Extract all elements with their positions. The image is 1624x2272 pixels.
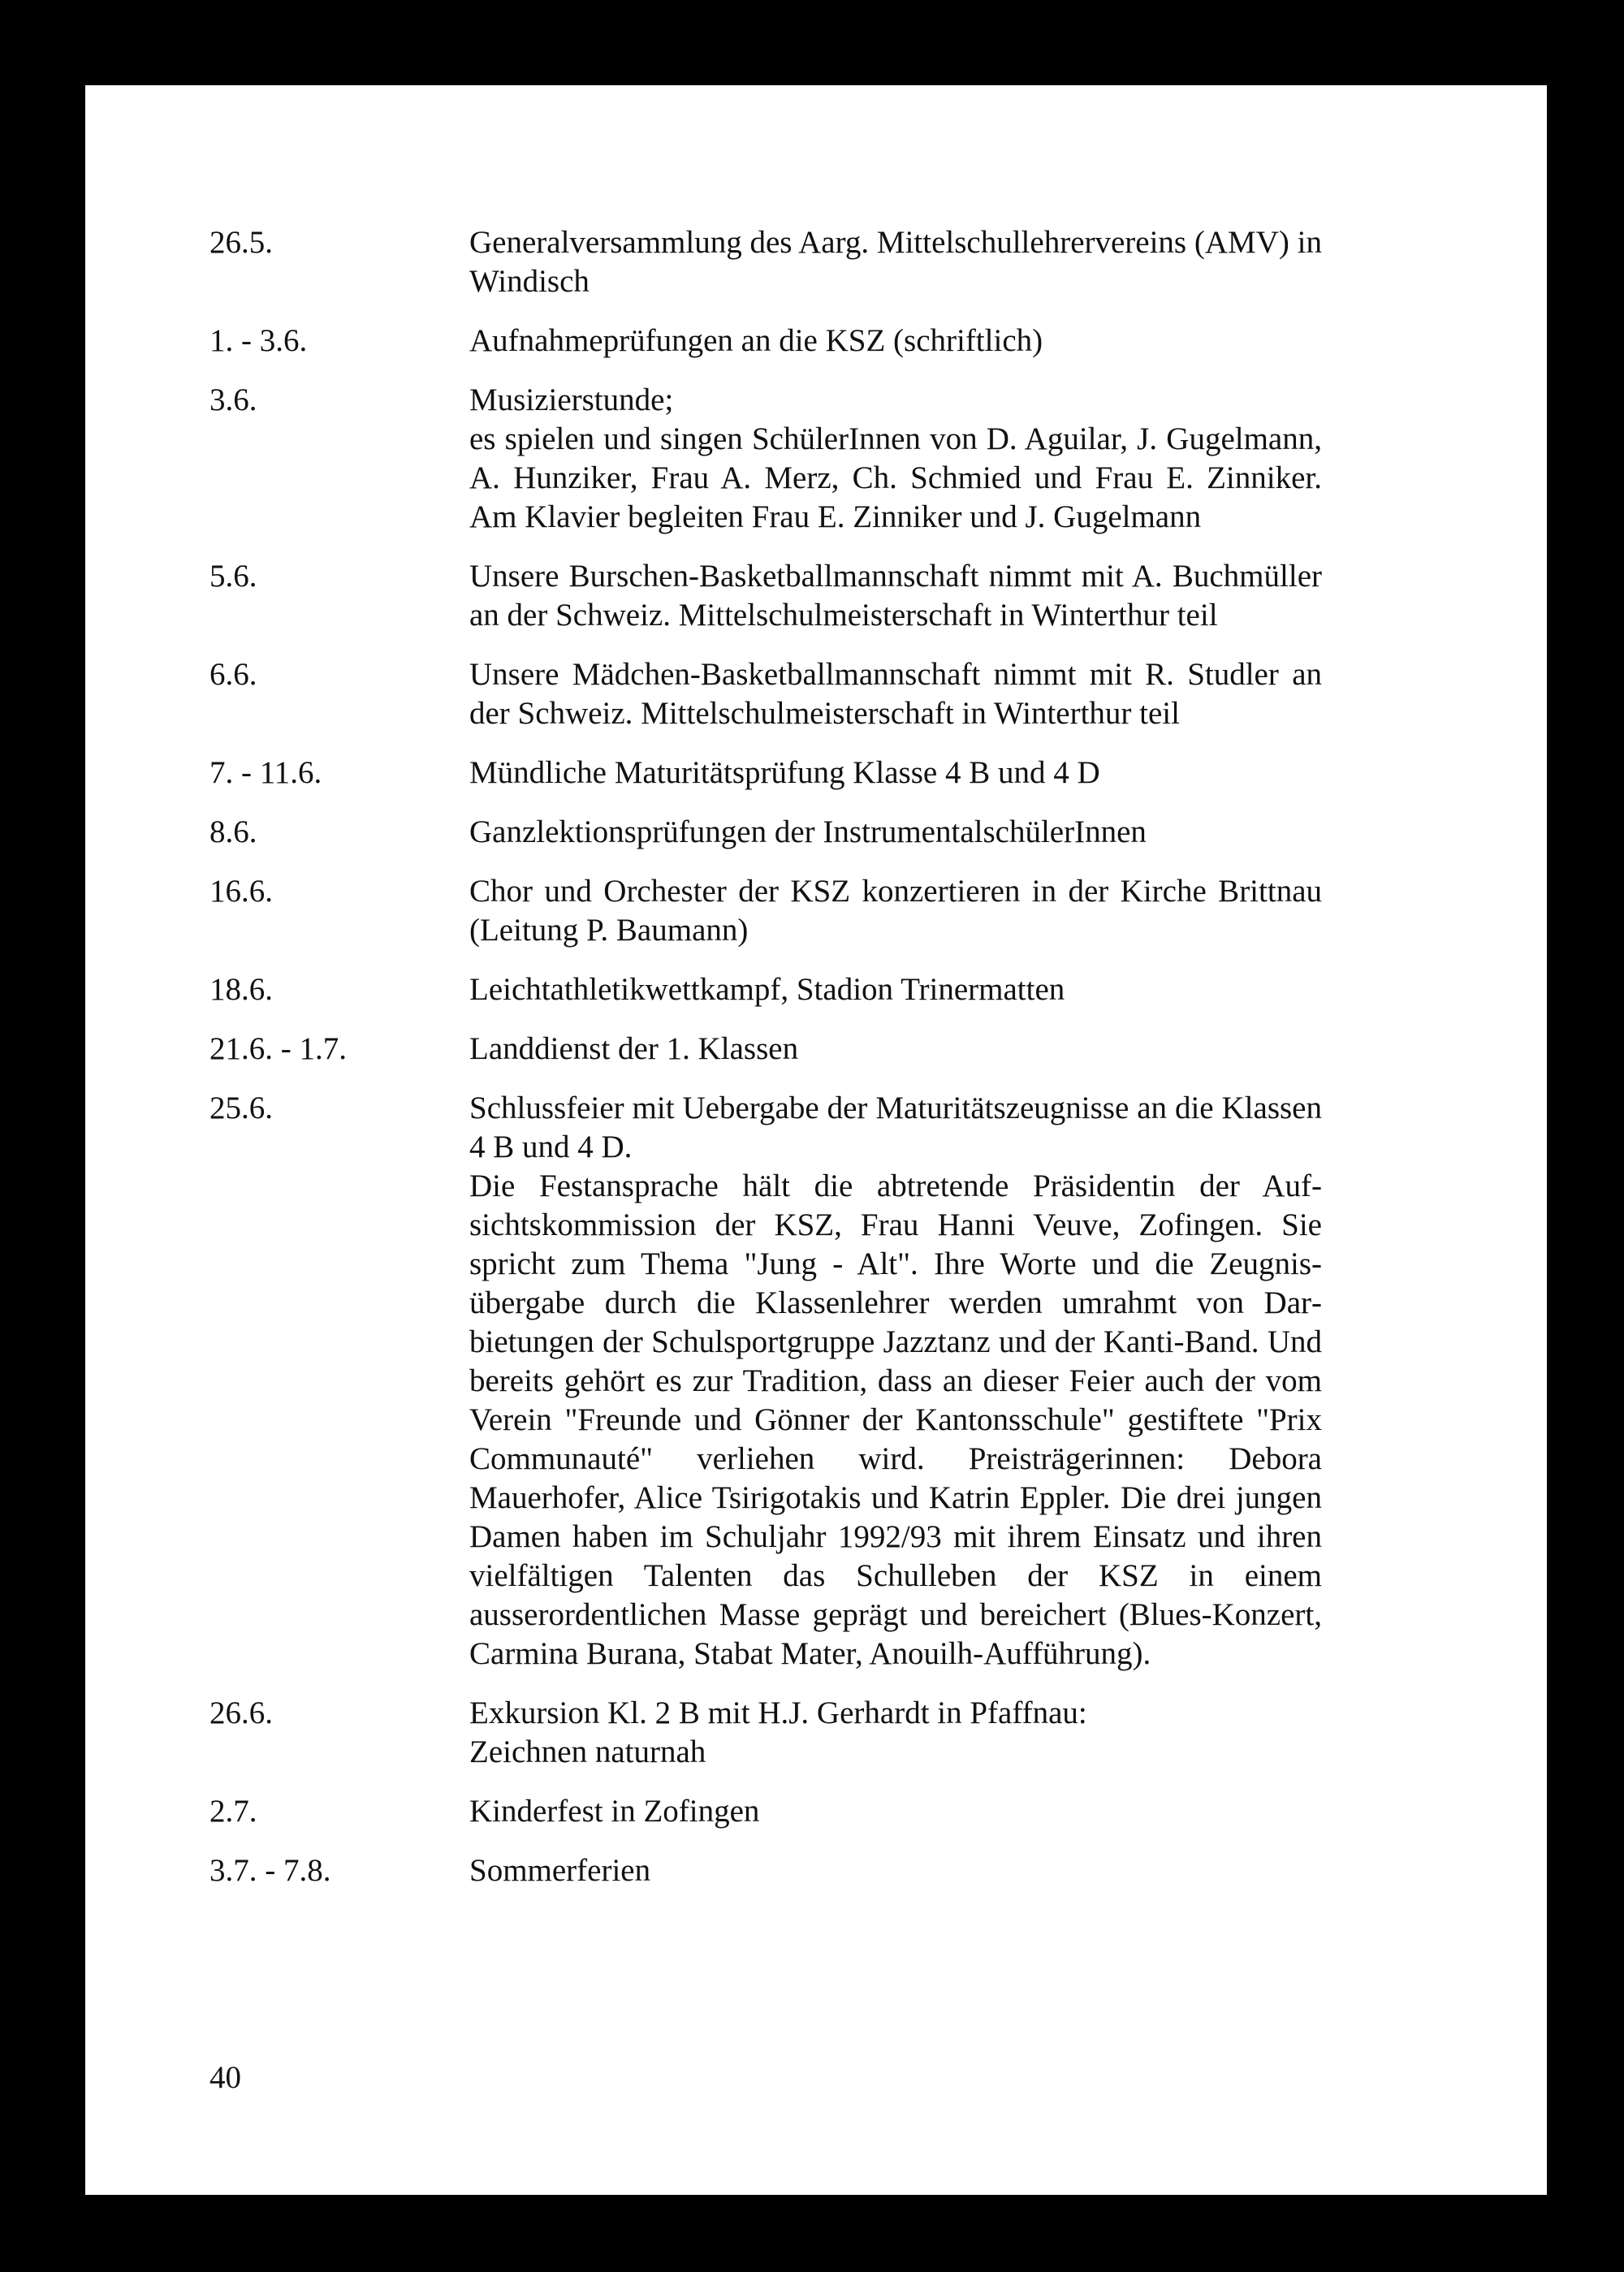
chronicle-entry <box>209 1851 1405 1890</box>
entry-date: 16.6. <box>209 874 273 909</box>
chronicle-entry <box>209 655 1405 733</box>
chronicle-entries <box>209 223 1405 1911</box>
chronicle-entry <box>209 1030 1405 1069</box>
entry-paragraph: Aufnahmeprüfungen an die KSZ (schriftlich) <box>469 323 1043 358</box>
entry-paragraph: Kinderfest in Zofingen <box>469 1794 760 1829</box>
chronicle-entry <box>209 381 1405 537</box>
chronicle-entry <box>209 872 1405 950</box>
document-page <box>85 85 1547 2195</box>
entry-text <box>469 754 1322 793</box>
entry-paragraph: Landdienst der 1. Klassen <box>469 1031 799 1066</box>
chronicle-entry <box>209 1792 1405 1831</box>
entry-paragraph: es spielen und singen SchülerInnen von D. Aguilar, J. Gugelmann, A. Hunziker, Frau A. Merz, Ch. Schmied und Frau E. Zinniker. Am Klavier begleiten Frau E. Zinniker und J. Gugelmann <box>469 421 1322 534</box>
entry-date: 8.6. <box>209 814 257 849</box>
entry-paragraph: Chor und Orchester der KSZ konzertieren in der Kirche Brittnau (Leitung P. Baumann) <box>469 874 1322 948</box>
entry-text <box>469 223 1322 301</box>
entry-text <box>469 813 1322 852</box>
entry-text <box>469 1792 1322 1831</box>
entry-text <box>469 970 1322 1009</box>
entry-paragraph: Die Festansprache hält die abtretende Präsidentin der Aufsichtskommission der KSZ, Frau Hanni Veuve, Zofingen. Sie spricht zum Thema "Jung - Alt". Ihre Worte und die Zeugnisübergabe durch die Klassenlehrer werden umrahmt von Darbietungen der Schulsportgruppe Jazztanz und der Kanti-Band. Und bereits gehört es zur Tradition, dass an dieser Feier auch der vom Verein "Freunde und Gönner der Kantonsschule" gestiftete "Prix Communauté" verliehen wird. Preisträgerinnen: Debora Mauerhofer, Alice Tsirigotakis und Katrin Eppler. Die drei jungen Damen haben im Schuljahr 1992/93 mit ihrem Einsatz und ihren vielfältigen Talenten das Schulleben der KSZ in einem ausserordentlichen Masse geprägt und bereichert (Blues-Konzert, Carmina Burana, Stabat Mater, Anouilh-Aufführung). <box>469 1168 1322 1671</box>
entry-paragraph: Exkursion Kl. 2 B mit H.J. Gerhardt in Pfaffnau: <box>469 1695 1087 1730</box>
entry-text <box>469 1694 1322 1772</box>
entry-text <box>469 381 1322 537</box>
entry-text <box>469 1089 1322 1674</box>
chronicle-entry <box>209 754 1405 793</box>
entry-date: 5.6. <box>209 559 257 594</box>
entry-date: 26.5. <box>209 225 273 260</box>
entry-text <box>469 557 1322 635</box>
entry-paragraph: Generalversammlung des Aarg. Mittelschullehrervereins (AMV) in Windisch <box>469 225 1322 299</box>
chronicle-entry <box>209 970 1405 1009</box>
entry-date: 6.6. <box>209 657 257 692</box>
entry-date: 3.7. - 7.8. <box>209 1853 331 1888</box>
chronicle-entry <box>209 813 1405 852</box>
entry-date: 2.7. <box>209 1794 257 1829</box>
entry-text <box>469 655 1322 733</box>
chronicle-entry <box>209 557 1405 635</box>
entry-text <box>469 1030 1322 1069</box>
entry-paragraph: Mündliche Maturitätsprüfung Klasse 4 B und 4 D <box>469 755 1100 790</box>
entry-text <box>469 322 1322 361</box>
entry-date: 18.6. <box>209 972 273 1007</box>
chronicle-entry <box>209 322 1405 361</box>
entry-paragraph: Musizierstunde; <box>469 382 674 417</box>
entry-paragraph: Unsere Mädchen-Basketballmannschaft nimmt mit R. Studler an der Schweiz. Mittelschulmeisterschaft in Winterthur teil <box>469 657 1322 731</box>
page-number: 40 <box>209 2060 241 2095</box>
entry-paragraph: Leichtathletikwettkampf, Stadion Trinermatten <box>469 972 1065 1007</box>
entry-paragraph: Unsere Burschen-Basketballmannschaft nimmt mit A. Buchmüller an der Schweiz. Mittelschulmeisterschaft in Winterthur teil <box>469 559 1322 633</box>
entry-date: 25.6. <box>209 1091 273 1125</box>
chronicle-entry <box>209 223 1405 301</box>
entry-paragraph: Sommerferien <box>469 1853 651 1888</box>
entry-date: 1. - 3.6. <box>209 323 308 358</box>
chronicle-entry <box>209 1694 1405 1772</box>
entry-paragraph: Ganzlektionsprüfungen der InstrumentalschülerInnen <box>469 814 1147 849</box>
chronicle-entry <box>209 1089 1405 1674</box>
entry-date: 3.6. <box>209 382 257 417</box>
entry-date: 21.6. - 1.7. <box>209 1031 347 1066</box>
entry-date: 7. - 11.6. <box>209 755 322 790</box>
entry-date: 26.6. <box>209 1695 273 1730</box>
entry-paragraph: Schlussfeier mit Uebergabe der Maturitätszeugnisse an die Klassen 4 B und 4 D. <box>469 1091 1322 1164</box>
entry-paragraph: Zeichnen naturnah <box>469 1734 706 1769</box>
entry-text <box>469 872 1322 950</box>
entry-text <box>469 1851 1322 1890</box>
